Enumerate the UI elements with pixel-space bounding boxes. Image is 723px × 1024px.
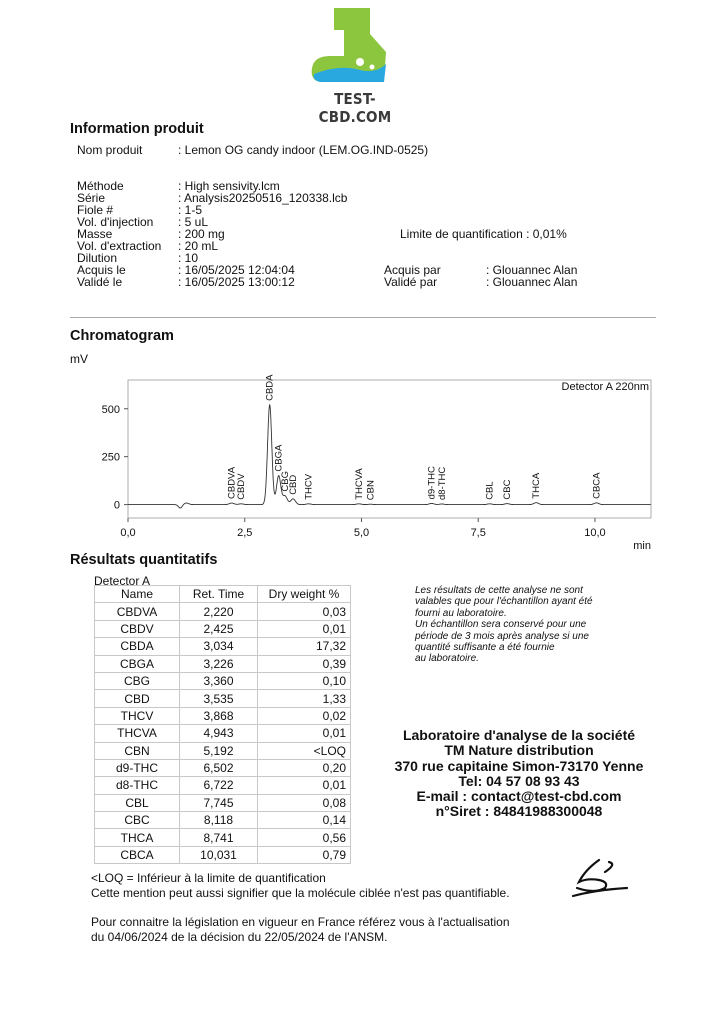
note-line: valables que pour l'échantillon ayant été <box>415 596 593 608</box>
info-value: : 200 mg <box>178 227 225 241</box>
table-row <box>95 794 351 811</box>
table-row <box>95 672 351 689</box>
info-label: Fiole # <box>77 203 114 217</box>
acquired-by-label: Acquis par <box>384 263 441 277</box>
lab-address: 370 rue capitaine Simon-73170 Yenne <box>394 757 644 774</box>
table-row <box>95 655 351 672</box>
info-value: : 5 uL <box>178 215 209 229</box>
detector-legend: Detector A 220nm <box>561 381 649 393</box>
compound-name: CBDV <box>95 620 180 637</box>
section-divider <box>70 317 656 318</box>
compound-name: d8-THC <box>95 777 180 794</box>
chromatogram-svg <box>70 368 660 554</box>
dry-weight: 0,02 <box>258 707 351 724</box>
retention-time: 6,502 <box>180 759 258 776</box>
info-label: Série <box>77 191 106 205</box>
peak-label: CBD <box>288 474 300 495</box>
dry-weight: 0,08 <box>258 794 351 811</box>
table-row <box>95 603 351 620</box>
compound-name: THCV <box>95 707 180 724</box>
retention-time: 2,425 <box>180 620 258 637</box>
retention-time: 5,192 <box>180 742 258 759</box>
loq-note <box>91 871 510 900</box>
y-unit-label: mV <box>70 352 88 366</box>
dry-weight: 1,33 <box>258 690 351 707</box>
x-tick-label: 5,0 <box>353 527 370 539</box>
peak-label: CBGA <box>273 444 285 472</box>
results-heading: Résultats quantitatifs <box>70 552 218 568</box>
dry-weight: 0,79 <box>258 846 351 863</box>
table-row <box>95 829 351 846</box>
brand-logo <box>300 4 410 126</box>
info-value: : 20 mL <box>178 239 219 253</box>
info-label: Acquis le <box>77 263 126 277</box>
y-tick-label: 500 <box>101 403 120 416</box>
table-row <box>95 777 351 794</box>
retention-time: 3,535 <box>180 690 258 707</box>
retention-time: 6,722 <box>180 777 258 794</box>
dry-weight: 0,10 <box>258 672 351 689</box>
peak-label: CBDVA <box>226 466 238 499</box>
compound-name: THCA <box>95 829 180 846</box>
compound-name: THCVA <box>95 725 180 742</box>
column-header: Name <box>95 586 180 603</box>
peak-label: THCVA <box>353 468 365 500</box>
lab-siret: n°Siret : 84841988300048 <box>435 803 603 820</box>
peak-label: CBN <box>365 480 377 501</box>
dry-weight: 0,39 <box>258 655 351 672</box>
dry-weight: 0,01 <box>258 620 351 637</box>
info-value: : 10 <box>178 251 199 265</box>
product-label: Nom produit <box>77 143 143 157</box>
peak-label: CBDA <box>264 374 276 401</box>
retention-time: 4,943 <box>180 725 258 742</box>
table-row <box>95 690 351 707</box>
dry-weight: 0,01 <box>258 725 351 742</box>
dry-weight: 0,14 <box>258 812 351 829</box>
dry-weight: 0,20 <box>258 759 351 776</box>
retention-time: 3,034 <box>180 638 258 655</box>
peak-label: d8-THC <box>436 466 448 500</box>
legislation-note <box>91 915 510 944</box>
quantification-limit: Limite de quantification : 0,01% <box>400 227 567 241</box>
note-line: fourni au laboratoire. <box>415 607 507 619</box>
chromatogram-heading: Chromatogram <box>70 328 174 344</box>
table-row <box>95 759 351 776</box>
x-tick-label: 0,0 <box>120 527 136 539</box>
retention-time: 3,868 <box>180 707 258 724</box>
x-tick-label: 2,5 <box>237 527 253 539</box>
peak-label: CBL <box>484 481 496 500</box>
peak-label: THCA <box>531 472 543 499</box>
peak-label: THCV <box>303 473 315 500</box>
detector-label: Detector A <box>94 574 151 588</box>
lab-line: Laboratoire d'analyse de la société <box>402 727 636 743</box>
dry-weight: 0,56 <box>258 829 351 846</box>
legislation-line: Pour connaitre la législation en vigueur en France référez vous à l'actualisation <box>91 915 510 929</box>
y-tick-label: 0 <box>113 499 120 512</box>
table-header-row <box>95 586 351 603</box>
table-row <box>95 846 351 863</box>
loq-definition: <LOQ = Inférieur à la limite de quantification <box>91 871 326 885</box>
info-block <box>77 144 637 294</box>
chromatogram-chart <box>70 368 660 559</box>
retention-time: 8,118 <box>180 812 258 829</box>
table-row <box>95 812 351 829</box>
note-line: au laboratoire. <box>415 653 479 665</box>
x-axis-label: min <box>633 540 651 552</box>
logo-text: TEST-CBD.COM <box>318 90 392 126</box>
retention-time: 10,031 <box>180 846 258 863</box>
info-value: : High sensivity.lcm <box>178 179 280 193</box>
compound-name: d9-THC <box>95 759 180 776</box>
x-tick-label: 10,0 <box>584 527 606 539</box>
info-value: : Analysis20250516_120338.lcb <box>178 191 348 205</box>
note-line: Un échantillon sera conservé pour une <box>415 619 587 631</box>
lab-contact-block <box>383 728 655 820</box>
lab-phone: Tel: 04 57 08 93 43 <box>458 772 580 789</box>
info-label: Méthode <box>77 179 124 193</box>
retention-time: 7,745 <box>180 794 258 811</box>
info-value: : 16/05/2025 12:04:04 <box>178 263 295 277</box>
compound-name: CBDA <box>95 638 180 655</box>
column-header: Dry weight % <box>258 586 351 603</box>
table-row <box>95 638 351 655</box>
retention-time: 3,360 <box>180 672 258 689</box>
info-value: : 1-5 <box>178 203 203 217</box>
peak-label: CBDV <box>236 473 248 500</box>
plot-frame <box>128 380 651 518</box>
compound-name: CBC <box>95 812 180 829</box>
lab-email: E-mail : contact@test-cbd.com <box>416 788 622 805</box>
compound-name: CBGA <box>95 655 180 672</box>
table-row <box>95 725 351 742</box>
table-row <box>95 707 351 724</box>
info-label: Masse <box>77 227 113 241</box>
retention-time: 8,741 <box>180 829 258 846</box>
compound-name: CBG <box>95 672 180 689</box>
dry-weight: <LOQ <box>258 742 351 759</box>
info-label: Vol. d'extraction <box>77 239 162 253</box>
peak-label: CBC <box>502 479 514 500</box>
signature <box>565 858 635 909</box>
results-table <box>94 585 351 864</box>
dry-weight: 17,32 <box>258 638 351 655</box>
retention-time: 3,226 <box>180 655 258 672</box>
note-line: Les résultats de cette analyse ne sont <box>415 585 583 596</box>
note-line: période de 3 mois après analyse si une <box>415 630 589 642</box>
compound-name: CBL <box>95 794 180 811</box>
info-label: Validé le <box>77 275 123 289</box>
chromatogram-trace <box>128 405 651 508</box>
info-label: Vol. d'injection <box>77 215 154 229</box>
compound-name: CBDVA <box>95 603 180 620</box>
compound-name: CBN <box>95 742 180 759</box>
table-row <box>95 620 351 637</box>
info-label: Dilution <box>77 251 118 265</box>
compound-name: CBD <box>95 690 180 707</box>
signature-icon <box>565 858 635 904</box>
dry-weight: 0,01 <box>258 777 351 794</box>
lab-company: TM Nature distribution <box>444 742 594 759</box>
validated-by-label: Validé par <box>384 275 438 289</box>
loq-explanation: Cette mention peut aussi signifier que la molécule ciblée n'est pas quantifiable. <box>91 885 510 900</box>
y-tick-label: 250 <box>101 451 120 464</box>
validity-note <box>415 585 625 665</box>
flask-boot-logo-icon <box>300 4 410 94</box>
product-value: : Lemon OG candy indoor (LEM.OG.IND-0525) <box>178 143 429 157</box>
table-row <box>95 742 351 759</box>
column-header: Ret. Time <box>180 586 258 603</box>
note-line: quantité suffisante a été fournie <box>415 642 555 654</box>
legislation-line: du 04/06/2024 de la décision du 22/05/2024 de l'ANSM. <box>91 929 388 944</box>
compound-name: CBCA <box>95 846 180 863</box>
info-value: : 16/05/2025 13:00:12 <box>178 275 295 289</box>
peak-label: d9-THC <box>426 466 438 500</box>
retention-time: 2,220 <box>180 603 258 620</box>
peak-label: CBG <box>279 471 291 492</box>
info-heading: Information produit <box>70 121 204 137</box>
acquired-by-value: : Glouannec Alan <box>486 263 578 277</box>
dry-weight: 0,03 <box>258 603 351 620</box>
peak-label: CBCA <box>591 472 603 499</box>
validated-by-value: : Glouannec Alan <box>486 275 578 289</box>
x-tick-label: 7,5 <box>470 527 486 539</box>
